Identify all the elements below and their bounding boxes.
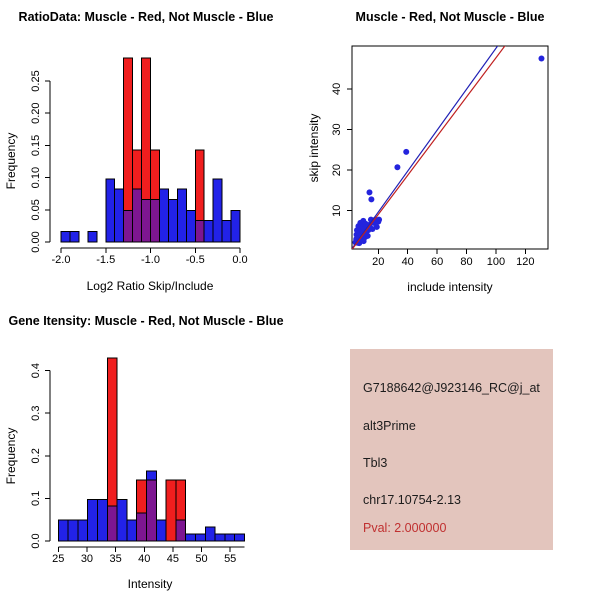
histogram-bar-overlap [151,199,160,242]
ratio-histogram-panel [0,0,300,300]
y-axis-label: skip intensity [307,113,321,183]
histogram-bar-overlap [124,210,133,242]
histogram-bar-blue [97,499,107,541]
intensity-scatter-chart [300,0,600,300]
ratio-histogram-chart [0,0,300,300]
y-tick-label: 0.1 [30,490,42,507]
x-tick-label: 80 [460,256,473,268]
gene-info-panel [300,300,600,600]
scatter-point [366,189,372,195]
x-tick-label: 45 [166,553,180,565]
y-tick-label: 0.25 [30,70,42,92]
y-axis-label: Frequency [4,427,18,485]
scatter-point [394,164,400,170]
histogram-bar-overlap [142,199,151,242]
histogram-bar-blue [195,534,205,541]
histogram-bar-blue [159,189,168,242]
histogram-bar-overlap [107,506,117,541]
histogram-bar-blue [186,210,195,242]
histogram-bar-blue [215,534,225,541]
y-tick-label: 0.10 [30,166,42,189]
x-tick-label: -0.5 [185,254,205,266]
fit-line-red [352,42,508,249]
splice-type-text: alt3Prime [363,419,416,433]
chart-title: Muscle - Red, Not Muscle - Blue [355,10,545,24]
histogram-bar-blue [68,520,78,541]
x-tick-label: 40 [401,256,414,268]
gene-info-box [350,349,553,550]
x-tick-label: 60 [430,256,444,268]
probe-id-text: G7188642@J923146_RC@j_at [363,381,540,395]
histogram-bar-blue [106,179,115,242]
histogram-bar-blue [156,520,166,541]
y-tick-label: 0.0 [30,533,42,549]
histogram-bar-overlap [195,221,204,242]
y-tick-label: 10 [331,204,343,217]
chromosome-location-text: chr17.10754-2.13 [363,493,461,507]
x-tick-label: 25 [52,553,65,565]
histogram-bar-overlap [146,480,156,541]
chart-title: RatioData: Muscle - Red, Not Muscle - Blue [18,10,274,24]
x-tick-label: 100 [486,256,506,268]
gene-intensity-histogram-chart [0,300,300,600]
scatter-point [374,224,380,230]
x-tick-label: 20 [372,256,385,268]
histogram-bar-overlap [133,189,142,242]
histogram-bar-overlap [176,520,186,541]
histogram-bar-blue [78,520,88,541]
x-axis-label: include intensity [407,280,493,294]
x-tick-label: 55 [224,553,237,565]
intensity-scatter-panel [300,0,600,300]
y-tick-label: 0.2 [30,448,42,464]
x-tick-label: 40 [138,553,151,565]
histogram-bar-blue [127,520,137,541]
scatter-point [365,233,371,239]
scatter-point [376,217,382,223]
histogram-bar-blue [231,210,240,242]
fit-line-blue [352,42,500,249]
y-tick-label: 40 [331,82,343,96]
histogram-bar-blue [70,232,79,242]
y-tick-label: 20 [331,163,343,177]
histogram-bar-blue [58,520,68,541]
y-axis-label: Frequency [4,132,18,190]
x-tick-label: 120 [516,256,535,268]
x-tick-label: -1.0 [141,254,160,266]
histogram-bar-red [166,480,176,541]
y-tick-label: 0.3 [30,405,42,421]
pval-text: Pval: 2.000000 [363,521,447,535]
y-tick-label: 0.20 [30,102,42,124]
histogram-bar-blue [117,499,127,541]
histogram-bar-blue [222,221,231,242]
histogram-bar-blue [88,499,98,541]
x-tick-label: 30 [80,553,94,565]
y-tick-label: 30 [331,123,343,136]
x-axis-label: Intensity [127,577,173,591]
histogram-bar-blue [186,534,196,541]
histogram-bar-blue [168,199,177,242]
histogram-bar-blue [177,189,186,242]
y-tick-label: 0.05 [30,199,42,221]
histogram-bar-overlap [137,513,147,541]
scatter-point [538,55,544,61]
y-tick-label: 0.00 [30,231,42,253]
x-tick-label: 35 [109,553,122,565]
scatter-point [403,149,409,155]
histogram-bar-blue [61,232,70,242]
histogram-bar-blue [204,221,213,242]
histogram-bar-blue [88,232,97,242]
x-tick-label: 0.0 [232,254,248,266]
gene-name-text: Tbl3 [363,456,388,470]
histogram-bar-blue [115,189,124,242]
chart-title: Gene Itensity: Muscle - Red, Not Muscle - Blue [8,314,284,328]
x-axis-label: Log2 Ratio Skip/Include [86,279,214,293]
histogram-bar-blue [213,179,222,242]
histogram-bar-blue [235,534,245,541]
y-tick-label: 0.4 [30,362,42,379]
y-tick-label: 0.15 [30,134,42,157]
gene-intensity-histogram-panel [0,300,300,600]
x-tick-label: 50 [195,553,208,565]
scatter-point [368,196,374,202]
x-tick-label: -1.5 [96,254,116,266]
x-tick-label: -2.0 [51,254,71,266]
histogram-bar-blue [205,527,215,541]
histogram-bar-blue [225,534,235,541]
